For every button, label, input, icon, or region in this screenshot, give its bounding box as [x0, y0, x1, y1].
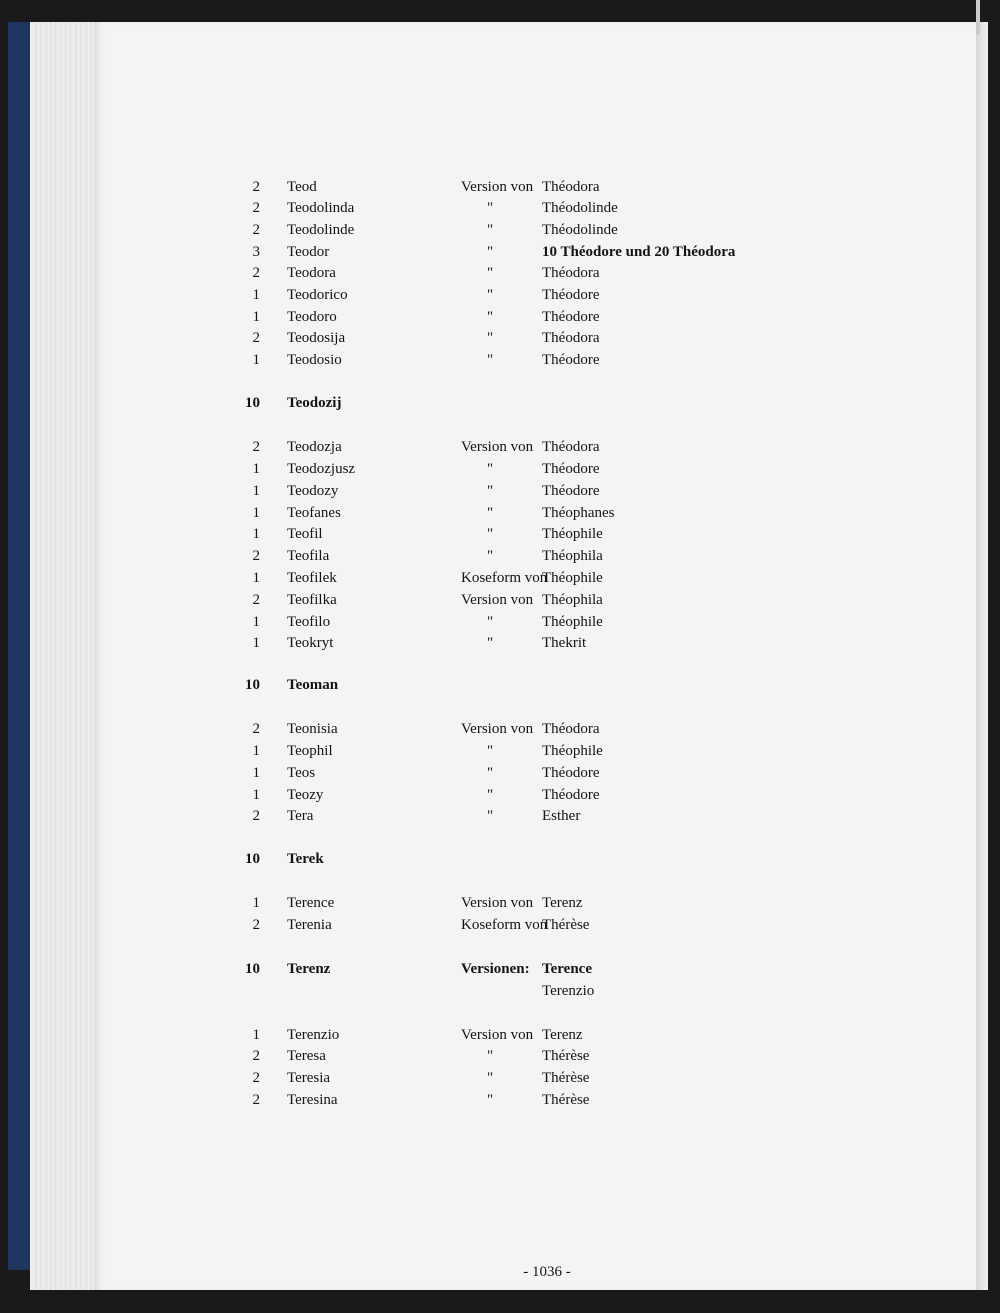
entry-count: 2 — [252, 1070, 260, 1086]
ditto-mark: " — [487, 505, 494, 521]
entry-count: 1 — [252, 287, 260, 303]
entry-name: Teodora — [287, 265, 336, 281]
entry-reference: Théodore — [542, 287, 600, 303]
entry-count: 1 — [252, 461, 260, 477]
ditto-mark: " — [487, 265, 494, 281]
entry-name: Teresa — [287, 1048, 326, 1064]
entry-row — [0, 349, 1000, 371]
entry-name: Terence — [287, 895, 335, 911]
entry-count: 2 — [252, 200, 260, 216]
entry-reference: Théophile — [542, 743, 603, 759]
entry-reference: Terenz — [542, 1027, 583, 1043]
entry-reference: Thérèse — [542, 1048, 590, 1064]
entry-reference: Théophanes — [542, 505, 615, 521]
ditto-mark: " — [487, 330, 494, 346]
ditto-mark: " — [487, 287, 494, 303]
ditto-mark: " — [487, 743, 494, 759]
ditto-mark: " — [487, 808, 494, 824]
entry-relation: Koseform von — [461, 570, 548, 586]
entry-count: 2 — [252, 222, 260, 238]
entry-count: 1 — [252, 787, 260, 803]
entry-relation: Version von — [461, 1027, 534, 1043]
entry-reference: Théodore — [542, 787, 600, 803]
ditto-mark: " — [487, 1048, 494, 1064]
entry-reference: Théodora — [542, 721, 600, 737]
entry-count: 2 — [252, 917, 260, 933]
entry-row — [0, 914, 1000, 936]
entry-count: 1 — [252, 352, 260, 368]
ditto-mark: " — [487, 1092, 494, 1108]
entry-row — [0, 458, 1000, 480]
entry-name: Teofil — [287, 526, 323, 542]
entry-reference: Terence — [542, 961, 592, 977]
entry-relation: Version von — [461, 439, 534, 455]
entry-row — [0, 611, 1000, 633]
entry-name: Teonisia — [287, 721, 338, 737]
entry-row — [0, 545, 1000, 567]
entry-reference: Théodore — [542, 765, 600, 781]
entry-row — [0, 197, 1000, 219]
ditto-mark: " — [487, 222, 494, 238]
ditto-mark: " — [487, 483, 494, 499]
entry-name: Terenzio — [287, 1027, 340, 1043]
entry-name: Teokryt — [287, 635, 334, 651]
ditto-mark: " — [487, 635, 494, 651]
entry-relation: Version von — [461, 721, 534, 737]
entry-name: Teozy — [287, 787, 324, 803]
entry-reference: Théodora — [542, 330, 600, 346]
entry-row — [0, 436, 1000, 458]
entry-row — [0, 718, 1000, 740]
entry-name: Teophil — [287, 743, 333, 759]
entry-reference: Thekrit — [542, 635, 587, 651]
ditto-mark: " — [487, 352, 494, 368]
entry-name: Terenia — [287, 917, 332, 933]
entry-row — [0, 262, 1000, 284]
entry-name: Teodolinde — [287, 222, 355, 238]
entry-row — [0, 980, 1000, 1002]
entry-name: Teodolinda — [287, 200, 355, 216]
entry-reference: Thérèse — [542, 917, 590, 933]
page-number: - 1036 - — [523, 1264, 571, 1280]
entry-relation: Version von — [461, 179, 534, 195]
entry-count: 1 — [252, 483, 260, 499]
entry-count: 2 — [252, 439, 260, 455]
entry-row — [0, 784, 1000, 806]
entry-name: Teodosio — [287, 352, 342, 368]
entry-name: Teodozjusz — [287, 461, 356, 477]
ditto-mark: " — [487, 787, 494, 803]
entry-reference: Théodore — [542, 483, 600, 499]
entry-name: Teos — [287, 765, 316, 781]
ditto-mark: " — [487, 526, 494, 542]
entry-reference: Théodore — [542, 309, 600, 325]
entry-count: 1 — [252, 570, 260, 586]
entry-row — [0, 502, 1000, 524]
entry-count: 1 — [252, 309, 260, 325]
entry-count: 2 — [252, 808, 260, 824]
entry-count: 10 — [245, 961, 260, 977]
entry-row — [0, 284, 1000, 306]
entry-reference: Théophila — [542, 592, 603, 608]
ditto-mark: " — [487, 200, 494, 216]
entry-reference: Théodora — [542, 179, 600, 195]
entry-row — [0, 958, 1000, 980]
entry-count: 1 — [252, 1027, 260, 1043]
entry-row — [0, 241, 1000, 263]
entry-reference: Théophile — [542, 570, 603, 586]
ditto-mark: " — [487, 765, 494, 781]
entry-row — [0, 762, 1000, 784]
entry-count: 3 — [252, 244, 260, 260]
entry-reference: 10 Théodore und 20 Théodora — [542, 244, 736, 260]
entry-reference: Théophile — [542, 614, 603, 630]
entry-name: Teodor — [287, 244, 330, 260]
entry-row — [0, 327, 1000, 349]
entry-count: 1 — [252, 526, 260, 542]
entry-reference: Terenzio — [542, 983, 595, 999]
entry-row — [0, 219, 1000, 241]
entry-row — [0, 1089, 1000, 1111]
entry-row — [0, 567, 1000, 589]
entry-row — [0, 176, 1000, 198]
ditto-mark: " — [487, 1070, 494, 1086]
entry-count: 1 — [252, 743, 260, 759]
entry-row — [0, 892, 1000, 914]
entry-name: Tera — [287, 808, 314, 824]
entry-name: Terenz — [287, 961, 331, 977]
entry-name: Teodosija — [287, 330, 346, 346]
entry-reference: Théodore — [542, 352, 600, 368]
entry-count: 1 — [252, 614, 260, 630]
entry-count: 10 — [245, 395, 260, 411]
entry-count: 2 — [252, 1048, 260, 1064]
entry-name: Teodorico — [287, 287, 348, 303]
entry-row — [0, 1067, 1000, 1089]
entry-row — [0, 848, 1000, 870]
entry-count: 2 — [252, 265, 260, 281]
entry-name: Teod — [287, 179, 317, 195]
entry-reference: Théodora — [542, 439, 600, 455]
entry-relation: Versionen: — [461, 961, 530, 977]
entry-count: 10 — [245, 677, 260, 693]
entry-reference: Thérèse — [542, 1070, 590, 1086]
entry-relation: Koseform von — [461, 917, 548, 933]
entry-name: Teofanes — [287, 505, 341, 521]
entry-count: 1 — [252, 895, 260, 911]
entry-count: 2 — [252, 330, 260, 346]
entry-name: Teofila — [287, 548, 330, 564]
ditto-mark: " — [487, 461, 494, 477]
entry-row — [0, 523, 1000, 545]
entry-reference: Terenz — [542, 895, 583, 911]
entry-count: 2 — [252, 1092, 260, 1108]
entry-name: Teodozja — [287, 439, 342, 455]
entry-name: Teresia — [287, 1070, 331, 1086]
entry-name: Teofilek — [287, 570, 337, 586]
entry-reference: Théodolinde — [542, 222, 618, 238]
entry-row — [0, 589, 1000, 611]
entry-reference: Théophila — [542, 548, 603, 564]
ditto-mark: " — [487, 614, 494, 630]
entry-count: 2 — [252, 721, 260, 737]
entry-row — [0, 674, 1000, 696]
entry-row — [0, 392, 1000, 414]
entry-name: Teresina — [287, 1092, 338, 1108]
entry-name: Terek — [287, 851, 324, 867]
entry-count: 2 — [252, 179, 260, 195]
entry-relation: Version von — [461, 592, 534, 608]
entry-row — [0, 805, 1000, 827]
entry-count: 2 — [252, 592, 260, 608]
entry-reference: Thérèse — [542, 1092, 590, 1108]
entry-name: Teoman — [287, 677, 339, 693]
entry-name: Teodoro — [287, 309, 337, 325]
entry-count: 1 — [252, 505, 260, 521]
ditto-mark: " — [487, 309, 494, 325]
entry-reference: Théodolinde — [542, 200, 618, 216]
entry-count: 2 — [252, 548, 260, 564]
ditto-mark: " — [487, 244, 494, 260]
entry-name: Teofilo — [287, 614, 331, 630]
entry-reference: Théodora — [542, 265, 600, 281]
entry-row — [0, 306, 1000, 328]
entry-count: 10 — [245, 851, 260, 867]
entry-relation: Version von — [461, 895, 534, 911]
entry-name: Teofilka — [287, 592, 337, 608]
entry-name: Teodozij — [287, 395, 342, 411]
entry-reference: Esther — [542, 808, 581, 824]
entry-reference: Théophile — [542, 526, 603, 542]
entry-name: Teodozy — [287, 483, 339, 499]
entry-row — [0, 1024, 1000, 1046]
entry-reference: Théodore — [542, 461, 600, 477]
entry-row — [0, 480, 1000, 502]
entry-count: 1 — [252, 765, 260, 781]
entry-row — [0, 632, 1000, 654]
entry-count: 1 — [252, 635, 260, 651]
entry-row — [0, 1045, 1000, 1067]
entry-row — [0, 740, 1000, 762]
ditto-mark: " — [487, 548, 494, 564]
